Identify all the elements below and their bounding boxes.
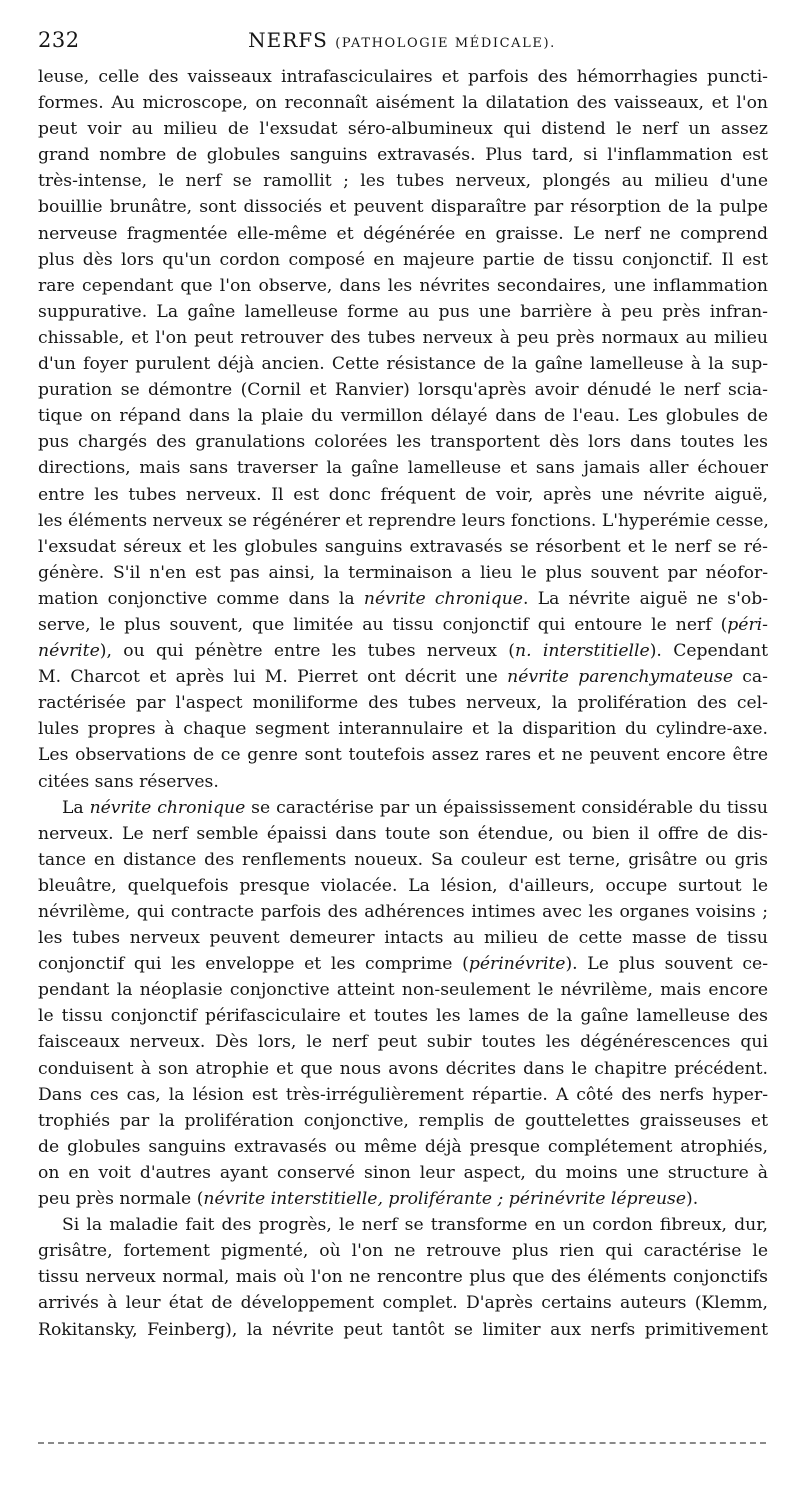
text-segment: ), ou qui pénètre entre les tubes nerveux ( bbox=[99, 641, 516, 662]
text-line bbox=[38, 560, 768, 586]
text-segment: névrilème, qui contracte parfois des adhérences intimes avec les organes voisins ; bbox=[38, 902, 768, 922]
running-title-sub: (PATHOLOGIE MÉDICALE). bbox=[335, 36, 556, 51]
text-segment: ). Le plus souvent ce- bbox=[565, 954, 769, 975]
text-line bbox=[38, 508, 768, 534]
text-line bbox=[38, 612, 768, 638]
text-segment: mation conjonctive comme dans la bbox=[38, 588, 364, 609]
italic-term: périnévrite bbox=[468, 954, 566, 975]
text-segment: nerveuse fragmentée elle-même et dégénérée en graisse. Le nerf ne comprend bbox=[38, 223, 768, 244]
text-line bbox=[38, 1160, 768, 1186]
running-title bbox=[38, 28, 766, 52]
text-line bbox=[38, 769, 768, 795]
text-line bbox=[38, 194, 768, 220]
text-line bbox=[38, 90, 768, 116]
text-segment: Dans ces cas, la lésion est très-irrégulièrement répartie. A côté des nerfs hyper- bbox=[38, 1084, 768, 1105]
text-segment: tique on répand dans la plaie du vermillon délayé dans de l'eau. Les globules de bbox=[38, 406, 768, 427]
text-line bbox=[38, 899, 768, 925]
text-line bbox=[38, 873, 768, 899]
text-segment: conduisent à son atrophie et que nous avons décrites dans le chapitre précédent. bbox=[38, 1058, 768, 1079]
text-segment: citées sans réserves. bbox=[38, 771, 219, 792]
text-line bbox=[38, 1108, 768, 1134]
page-number: 232 bbox=[38, 28, 80, 52]
text-line bbox=[38, 1029, 768, 1055]
text-segment: grisâtre, fortement pigmenté, où l'on ne retrouve plus rien qui caractérise le bbox=[38, 1241, 768, 1262]
text-segment: . La névrite aiguë ne s'ob- bbox=[522, 588, 768, 609]
text-line bbox=[38, 221, 768, 247]
text-line bbox=[38, 299, 768, 325]
text-segment: pus chargés des granulations colorées les transportent dès lors dans toutes les bbox=[38, 432, 768, 453]
text-segment: ). Cependant bbox=[649, 641, 768, 662]
italic-term: névrite chronique bbox=[89, 797, 246, 818]
text-segment: conjonctif qui les enveloppe et les comprime ( bbox=[38, 954, 469, 975]
text-segment: lules propres à chaque segment interannulaire et la disparition du cylindre-axe. bbox=[38, 719, 768, 740]
text-segment: tissu nerveux normal, mais où l'on ne rencontre plus que des éléments conjonctifs bbox=[38, 1267, 768, 1288]
text-segment: tance en distance des renflements noueux. Sa couleur est terne, grisâtre ou gris bbox=[38, 849, 768, 870]
italic-term: péri- bbox=[727, 614, 768, 635]
text-segment: plus dès lors qu'un cordon composé en majeure partie de tissu conjonctif. Il est bbox=[38, 249, 768, 270]
text-line bbox=[38, 847, 768, 873]
text-line bbox=[38, 1056, 768, 1082]
text-segment: M. Charcot et après lui M. Pierret ont décrit une bbox=[38, 667, 508, 688]
text-line bbox=[38, 403, 768, 429]
text-segment: ca- bbox=[732, 667, 768, 688]
text-segment: arrivés à leur état de développement complet. D'après certains auteurs (Klemm, bbox=[38, 1293, 768, 1314]
text-line bbox=[38, 742, 768, 768]
text-line bbox=[38, 1003, 768, 1029]
text-segment: formes. Au microscope, on reconnaît aisément la dilatation des vaisseaux, et l'on bbox=[38, 93, 768, 114]
text-line bbox=[38, 821, 768, 847]
text-segment: Les observations de ce genre sont toutefois assez rares et ne peuvent encore être bbox=[38, 745, 768, 766]
text-segment: serve, le plus souvent, que limitée au tissu conjonctif qui entoure le nerf ( bbox=[38, 614, 728, 635]
text-line bbox=[38, 534, 768, 560]
text-line bbox=[38, 1238, 768, 1264]
text-segment: puration se démontre (Cornil et Ranvier) lorsqu'après avoir dénudé le nerf scia- bbox=[38, 380, 768, 401]
text-segment: faisceaux nerveux. Dès lors, le nerf peut subir toutes les dégénérescences qui bbox=[38, 1032, 768, 1053]
italic-term: névrite interstitielle, proliférante ; périnévrite lépreuse bbox=[203, 1189, 686, 1210]
text-segment: de globules sanguins extravasés ou même déjà presque complétement atrophiés, bbox=[38, 1136, 768, 1157]
text-segment: rare cependant que l'on observe, dans les névrites secondaires, une inflammation bbox=[38, 275, 768, 296]
text-line bbox=[38, 455, 768, 481]
text-segment: peu près normale ( bbox=[38, 1189, 204, 1210]
text-line bbox=[38, 273, 768, 299]
text-segment: suppurative. La gaîne lamelleuse forme au pus une barrière à peu près infran- bbox=[38, 301, 768, 322]
text-line bbox=[38, 142, 768, 168]
text-line bbox=[38, 1134, 768, 1160]
text-segment: entre les tubes nerveux. Il est donc fréquent de voir, après une névrite aiguë, bbox=[38, 484, 768, 505]
text-segment: l'exsudat séreux et les globules sanguins extravasés se résorbent et le nerf se ré- bbox=[38, 536, 768, 557]
text-segment: génère. S'il n'en est pas ainsi, la terminaison a lieu le plus souvent par néofor- bbox=[38, 562, 768, 583]
text-line bbox=[38, 795, 768, 821]
text-segment: leuse, celle des vaisseaux intrafasciculaires et parfois des hémorrhagies puncti- bbox=[38, 67, 768, 87]
text-line bbox=[38, 325, 768, 351]
text-segment: les éléments nerveux se régénérer et reprendre leurs fonctions. L'hyperémie cesse, bbox=[38, 510, 769, 531]
text-body bbox=[38, 64, 768, 1343]
italic-term: névrite chronique bbox=[363, 588, 523, 609]
text-segment: bleuâtre, quelquefois presque violacée. La lésion, d'ailleurs, occupe surtout le bbox=[38, 875, 768, 896]
text-line bbox=[38, 716, 768, 742]
text-segment: les tubes nerveux peuvent demeurer intacts au milieu de cette masse de tissu bbox=[38, 928, 768, 949]
text-segment: peut voir au milieu de l'exsudat séro-albumineux qui distend le nerf un assez bbox=[38, 119, 768, 140]
text-line bbox=[38, 1186, 768, 1212]
text-line bbox=[38, 64, 768, 90]
text-segment: le tissu conjonctif périfasciculaire et toutes les lames de la gaîne lamelleuse des bbox=[38, 1006, 768, 1027]
italic-term: névrite bbox=[38, 641, 100, 662]
text-line bbox=[38, 1264, 768, 1290]
text-segment: nerveux. Le nerf semble épaissi dans toute son étendue, ou bien il offre de dis- bbox=[38, 823, 768, 844]
text-segment: ractérisée par l'aspect moniliforme des tubes nerveux, la prolifération des cel- bbox=[38, 693, 768, 714]
text-line bbox=[38, 638, 768, 664]
footer-rule bbox=[38, 1442, 766, 1444]
text-line bbox=[38, 664, 768, 690]
text-line bbox=[38, 482, 768, 508]
text-segment: Rokitansky, Feinberg), la névrite peut tantôt se limiter aux nerfs primitivement bbox=[38, 1319, 768, 1340]
text-segment: chissable, et l'on peut retrouver des tubes nerveux à peu près normaux au milieu bbox=[38, 327, 768, 348]
text-segment: on en voit d'autres ayant conservé sinon leur aspect, du moins une structure à bbox=[38, 1162, 768, 1183]
text-segment: La bbox=[62, 797, 90, 818]
text-segment: d'un foyer purulent déjà ancien. Cette résistance de la gaîne lamelleuse à la sup- bbox=[38, 354, 768, 375]
text-line bbox=[38, 168, 768, 194]
text-segment: se caractérise par un épaississement considérable du tissu bbox=[245, 797, 768, 818]
running-title-main: NERFS bbox=[248, 28, 328, 52]
text-line bbox=[38, 690, 768, 716]
text-line bbox=[38, 977, 768, 1003]
text-segment: très-intense, le nerf se ramollit ; les tubes nerveux, plongés au milieu d'une bbox=[38, 171, 768, 192]
text-line bbox=[38, 1317, 768, 1343]
text-segment: trophiés par la prolifération conjonctive, remplis de gouttelettes graisseuses et bbox=[38, 1110, 768, 1131]
text-segment: bouillie brunâtre, sont dissociés et peuvent disparaître par résorption de la pulpe bbox=[38, 197, 768, 218]
running-header bbox=[38, 28, 766, 58]
italic-term: n. interstitielle bbox=[515, 641, 650, 662]
text-line bbox=[38, 351, 768, 377]
text-line bbox=[38, 247, 768, 273]
text-line bbox=[38, 1290, 768, 1316]
text-line bbox=[38, 429, 768, 455]
text-line bbox=[38, 1212, 768, 1238]
text-segment: directions, mais sans traverser la gaîne lamelleuse et sans jamais aller échouer bbox=[38, 458, 768, 479]
text-segment: pendant la néoplasie conjonctive atteint non-seulement le névrilème, mais encore bbox=[38, 980, 768, 1001]
text-segment: ). bbox=[686, 1189, 699, 1210]
text-segment: grand nombre de globules sanguins extravasés. Plus tard, si l'inflammation est bbox=[38, 145, 768, 166]
text-line bbox=[38, 116, 768, 142]
italic-term: névrite parenchymateuse bbox=[507, 667, 733, 688]
text-line bbox=[38, 951, 768, 977]
text-line bbox=[38, 586, 768, 612]
text-line bbox=[38, 1082, 768, 1108]
text-segment: Si la maladie fait des progrès, le nerf se transforme en un cordon fibreux, dur, bbox=[62, 1215, 768, 1236]
text-line bbox=[38, 377, 768, 403]
text-line bbox=[38, 925, 768, 951]
